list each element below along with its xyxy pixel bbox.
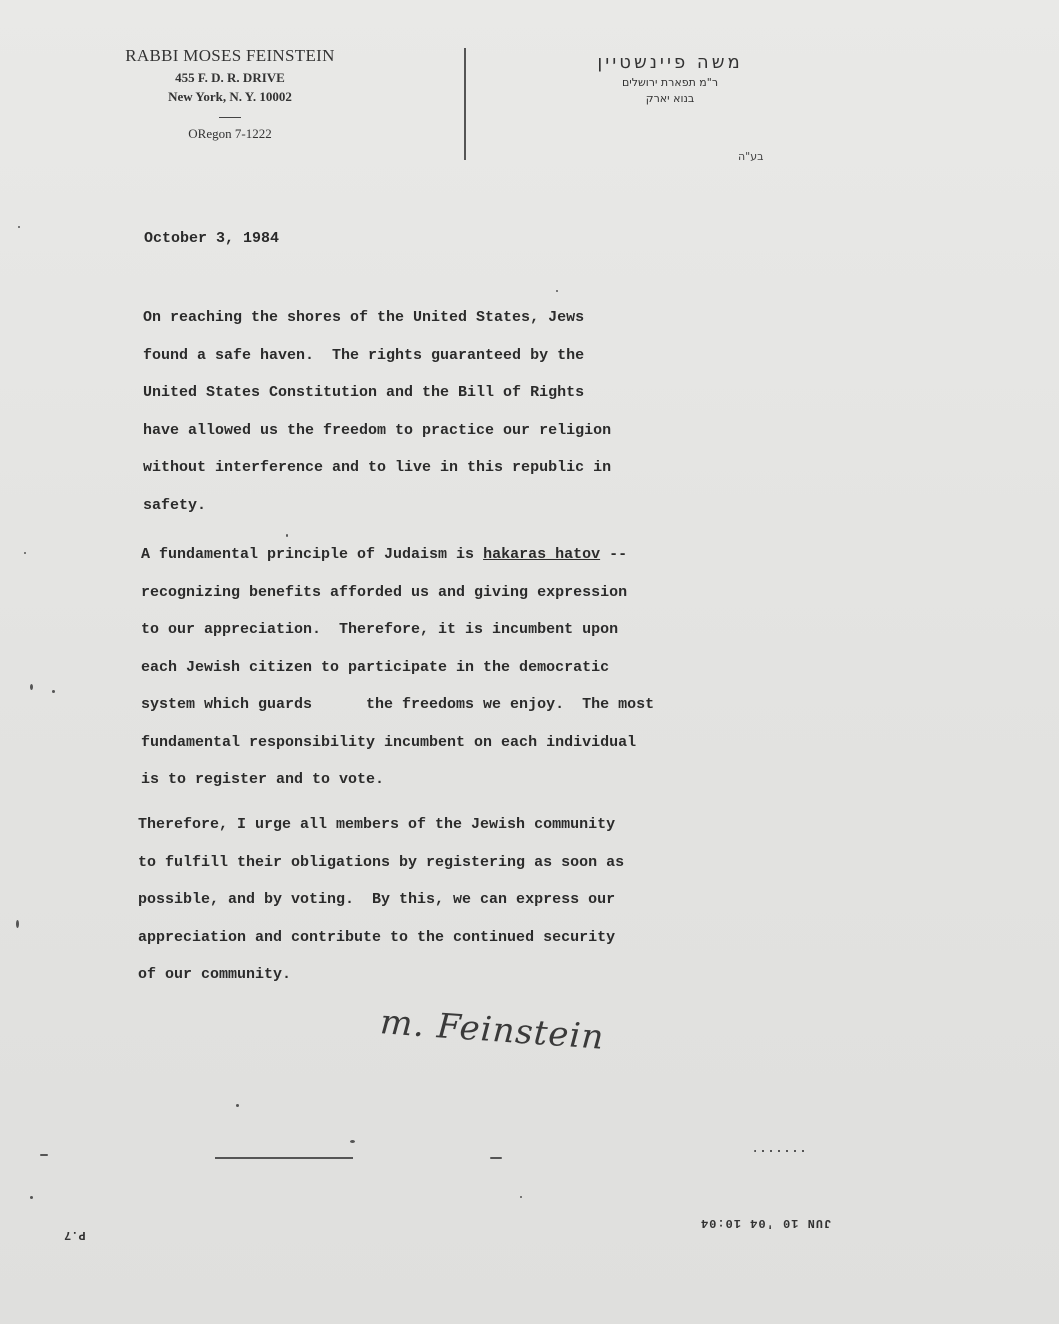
letterhead-address: 455 F. D. R. DRIVE: [175, 70, 285, 85]
paragraph-2-line-start: A fundamental principle of Judaism is: [141, 546, 484, 563]
letterhead-name: RABBI MOSES FEINSTEIN: [125, 46, 335, 65]
scan-speck: [30, 1196, 33, 1199]
paragraph-3-line: of our community.: [138, 966, 292, 983]
paragraph-3-line: appreciation and contribute to the continued security: [138, 928, 616, 946]
paragraph-2-line: to our appreciation. Therefore, it is incumbent upon: [141, 621, 619, 638]
paragraph-1-line: safety.: [143, 496, 207, 514]
letterhead-english: [100, 46, 360, 142]
paragraph-2-line-end: --: [600, 546, 628, 563]
letterhead-divider-dash: [219, 117, 241, 118]
letterhead-hebrew: [560, 52, 780, 105]
scan-speck: [520, 1196, 522, 1198]
paragraph-2-line: recognizing benefits afforded us and giving expression: [141, 583, 628, 601]
fax-header-stamp: JUN 10 '04 10:04: [700, 1216, 832, 1230]
paragraph-3-line: Therefore, I urge all members of the Jewish community: [138, 816, 616, 833]
scan-speck: [24, 552, 26, 554]
paragraph-2: [141, 536, 654, 799]
scan-speck: [754, 1150, 810, 1152]
letter-date: October 3, 1984: [144, 230, 280, 247]
paragraph-1-line: found a safe haven. The rights guaranteed by the: [143, 346, 585, 364]
paragraph-2-line: [141, 536, 654, 574]
paragraph-1: [143, 299, 611, 524]
hakaras-hatov-term: hakaras hatov: [483, 546, 601, 563]
paragraph-1-line: have allowed us the freedom to practice our religion: [143, 421, 612, 439]
paragraph-2-line: each Jewish citizen to participate in the democratic: [141, 658, 610, 676]
letterhead-city: New York, N. Y. 10002: [168, 89, 292, 104]
paragraph-2-line: is to register and to vote.: [141, 771, 385, 788]
scan-speck: [350, 1140, 355, 1143]
scan-speck: [40, 1154, 48, 1156]
fax-page-number: P.7: [64, 1228, 86, 1242]
paragraph-3: [138, 806, 624, 994]
paragraph-1-line: United States Constitution and the Bill of Rights: [143, 384, 585, 401]
scan-speck: [236, 1104, 239, 1107]
scan-speck: [52, 690, 55, 693]
paragraph-3-line: to fulfill their obligations by registering as soon as: [138, 853, 625, 871]
scan-speck: [286, 534, 288, 537]
scan-speck: [18, 226, 20, 228]
paragraph-2-line: system which guards the freedoms we enjoy. The most: [141, 696, 655, 713]
letterhead-vertical-divider: [464, 48, 466, 160]
scan-speck: [556, 290, 558, 292]
signature-line: [215, 1157, 353, 1159]
letterhead-hebrew-bsd: בע"ה: [738, 150, 764, 163]
scan-speck: [490, 1157, 502, 1159]
paragraph-3-line: possible, and by voting. By this, we can express our: [138, 891, 616, 908]
letterhead-hebrew-title: ר"מ תפארת ירושלים: [621, 76, 719, 89]
paragraph-1-line: without interference and to live in this republic in: [143, 459, 612, 476]
letterhead-phone: ORegon 7-1222: [188, 126, 272, 141]
handwritten-signature: m. Feinstein: [378, 1002, 606, 1058]
paragraph-2-line: fundamental responsibility incumbent on each individual: [141, 733, 637, 751]
letterhead-hebrew-name: משה פיינשטיין: [597, 52, 743, 73]
letterhead-hebrew-city: בנוא יארק: [645, 92, 695, 105]
scan-speck: [16, 920, 19, 928]
paragraph-1-line: On reaching the shores of the United States, Jews: [143, 309, 585, 326]
scan-speck: [30, 684, 33, 690]
